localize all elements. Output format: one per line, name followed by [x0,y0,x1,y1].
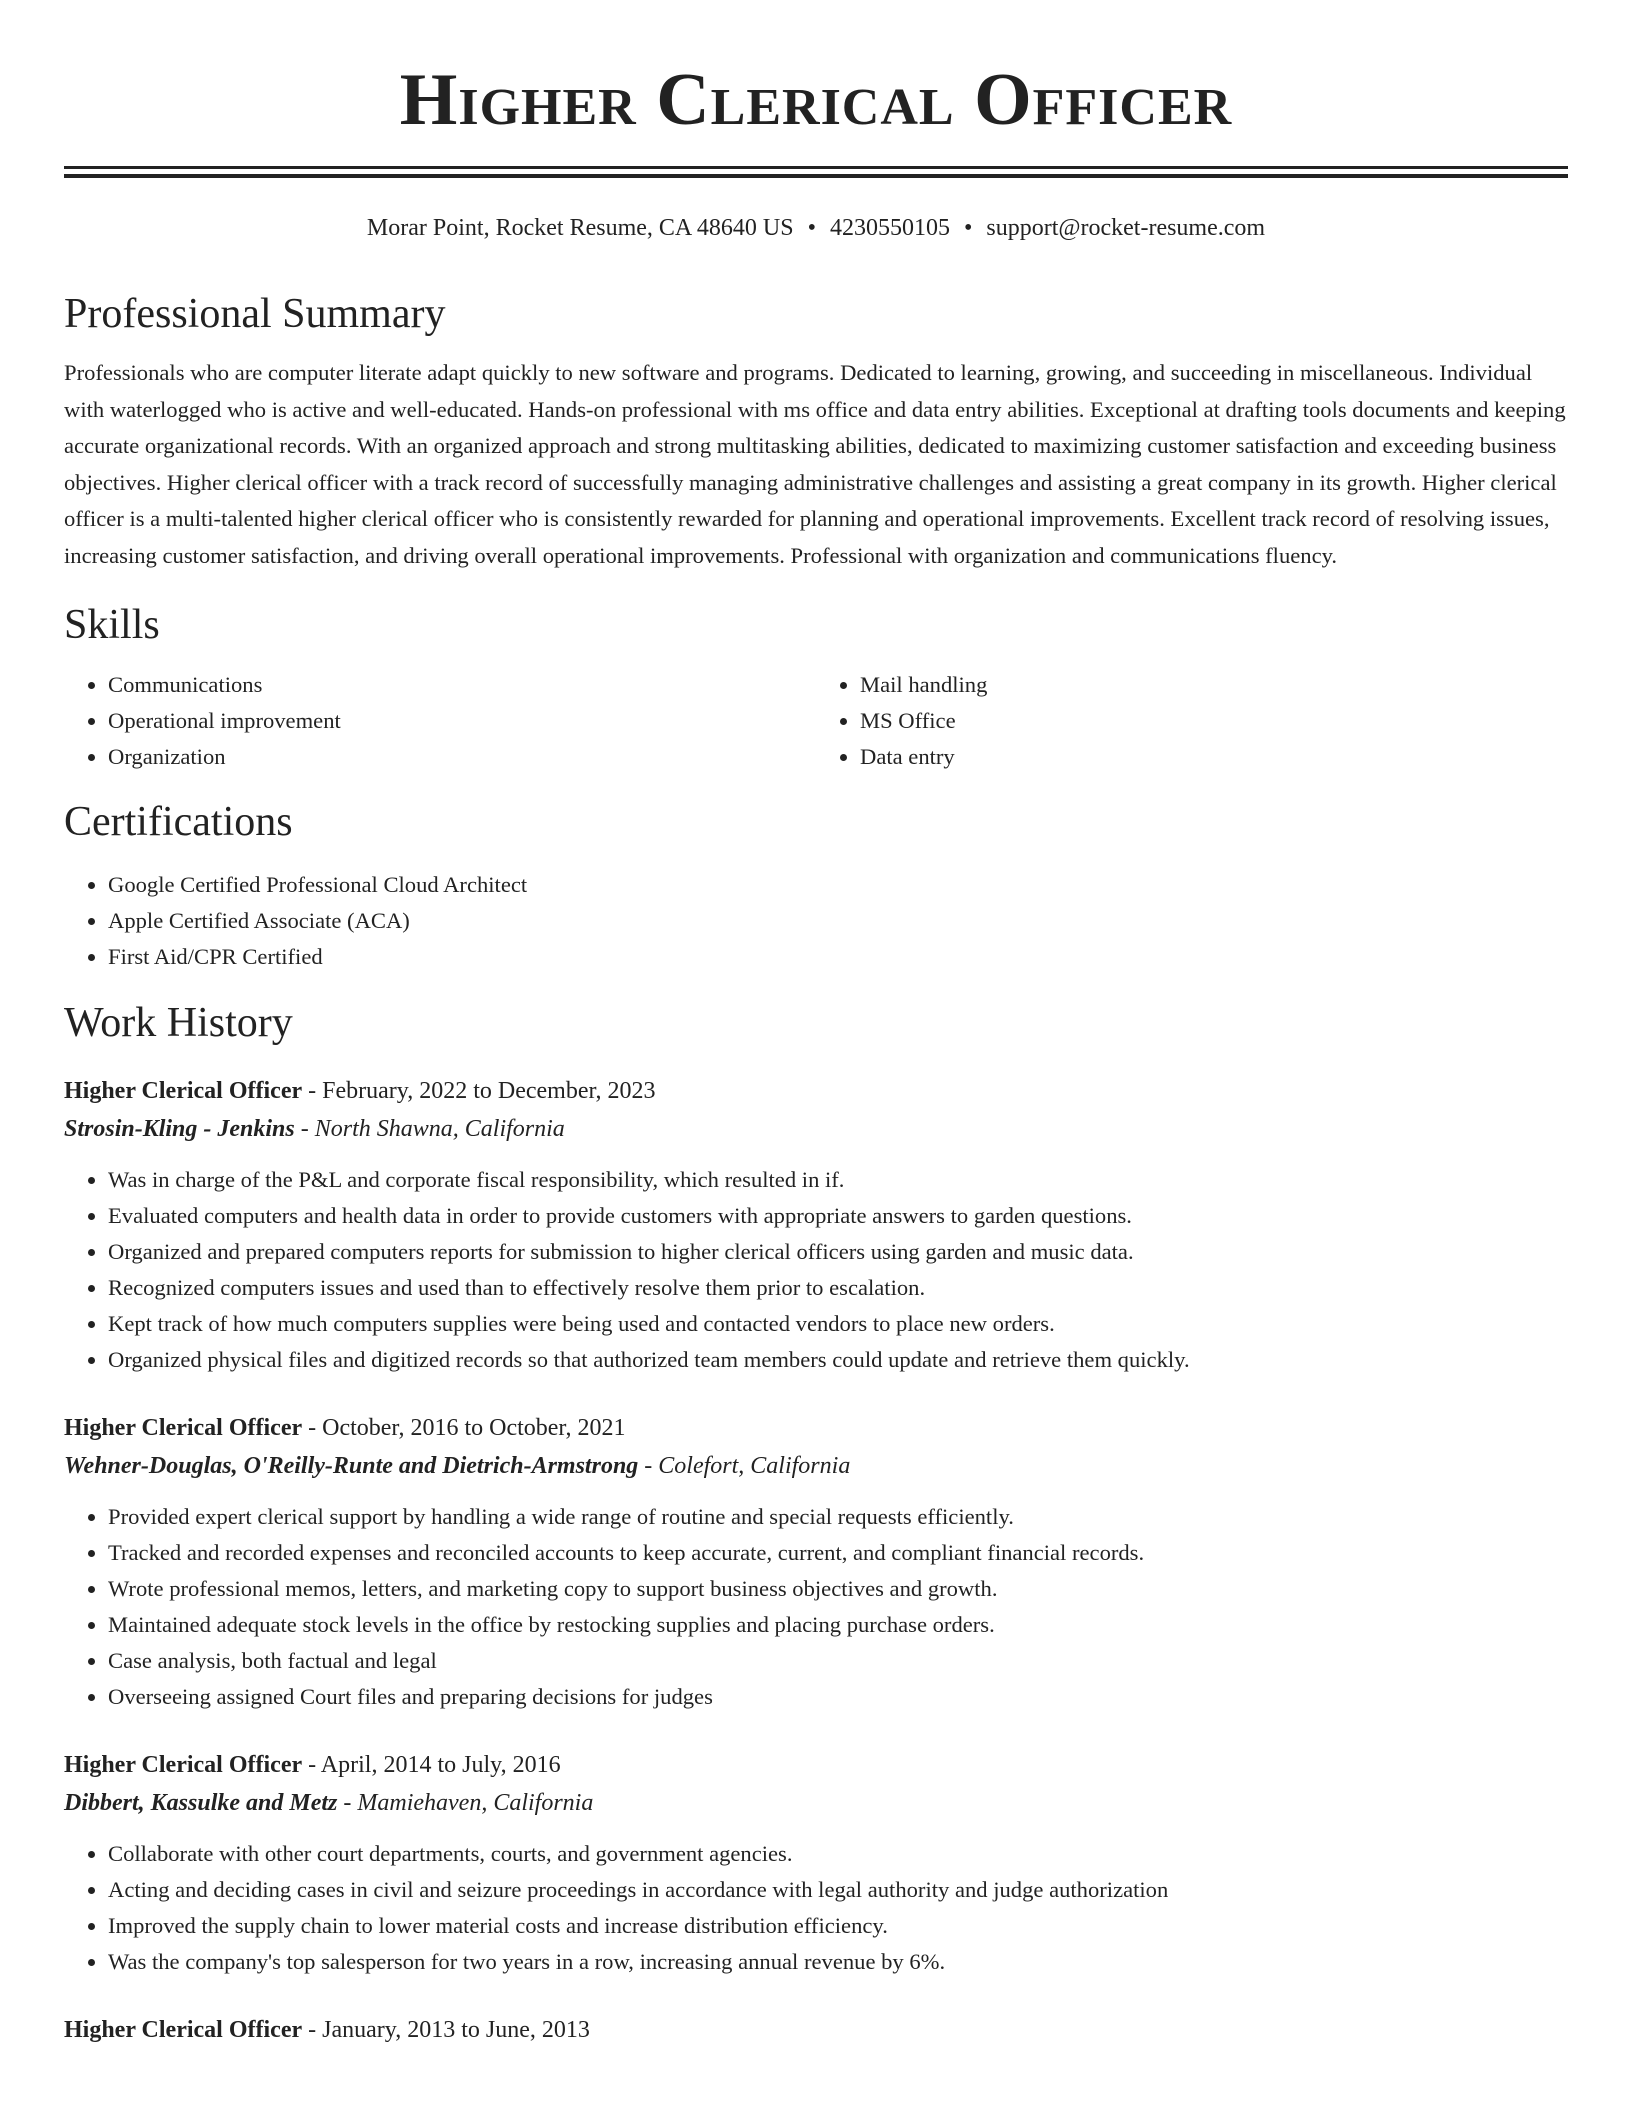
resume-name: Higher Clerical Officer [399,59,1233,141]
job-employer [64,1110,1568,1148]
job-dates: - February, 2022 to December, 2023 [308,1078,656,1105]
skill-item: • Mail handling [860,667,1568,703]
job-heading [64,2011,1568,2049]
job-bullets [64,1836,1568,1980]
job-dates: - October, 2016 to October, 2021 [308,1415,626,1442]
skills-columns [64,667,1568,775]
job-title: Higher Clerical Officer [64,1752,303,1779]
header-rule-top [64,166,1568,169]
job-company: Dibbert, Kassulke and Metz [64,1790,338,1817]
section-title-skills: Skills [64,602,160,649]
job-company: Wehner-Douglas, O'Reilly-Runte and Dietrich-Armstrong [64,1453,639,1480]
contact-phone: 4230550105 [829,215,950,241]
contact-separator: • [807,215,816,241]
contact-email: support@rocket-resume.com [986,215,1266,241]
job-employer [64,1447,1568,1485]
job-entry [64,1072,1568,1378]
certification-item: • Apple Certified Associate (ACA) [108,903,1568,939]
summary-text: Professionals who are computer literate adapt quickly to new software and programs. Dedicated to learning, growing, and succeeding in miscellaneous. Individual with waterlogged who is active and well-educated. Hands-on professional with ms office and data entry abilities. Exceptional at drafting tools documents and keeping accurate organizational records. With an organized approach and strong multitasking abilities, dedicated to maximizing customer satisfaction and exceeding business objectives. Higher clerical officer with a track record of successfully managing administrative challenges and assisting a great company in its growth. Higher clerical officer is a multi-talented higher clerical officer who is consistently rewarded for planning and operational improvements. Excellent track record of resolving issues, increasing customer satisfaction, and driving overall operational improvements. Professional with organization and communications fluency. [64,360,1566,568]
job-bullet: • Collaborate with other court departments, courts, and government agencies. [108,1836,1568,1872]
contact-line [64,214,1568,243]
job-heading [64,1072,1568,1110]
skills-list-left [64,667,816,775]
skill-item: • Data entry [860,739,1568,775]
job-title: Higher Clerical Officer [64,2017,303,2044]
section-title-work-history: Work History [64,999,293,1046]
job-entry [64,1409,1568,1715]
resume-page [64,0,1568,2049]
job-title: Higher Clerical Officer [64,1415,303,1442]
skill-item: • Organization [108,739,816,775]
job-location: - Mamiehaven, California [343,1790,594,1817]
job-dates: - January, 2013 to June, 2013 [308,2017,590,2044]
job-bullet: • Provided expert clerical support by handling a wide range of routine and special requests efficiently. [108,1499,1568,1535]
job-company: Strosin-Kling - Jenkins [64,1116,295,1143]
section-title-summary: Professional Summary [64,290,446,337]
job-bullet: • Organized physical files and digitized records so that authorized team members could update and retrieve them quickly. [108,1342,1568,1378]
certification-item: • First Aid/CPR Certified [108,939,1568,975]
job-bullet: • Kept track of how much computers supplies were being used and contacted vendors to place new orders. [108,1306,1568,1342]
job-dates: - April, 2014 to July, 2016 [308,1752,561,1779]
job-bullet: • Was the company's top salesperson for two years in a row, increasing annual revenue by 6%. [108,1944,1568,1980]
header-rule-bottom [64,174,1568,178]
job-bullet: • Recognized computers issues and used than to effectively resolve them prior to escalation. [108,1270,1568,1306]
section-title-certifications: Certifications [64,798,293,845]
job-bullet: • Tracked and recorded expenses and reconciled accounts to keep accurate, current, and compliant financial records. [108,1535,1568,1571]
skills-list-right [816,667,1568,775]
job-heading [64,1409,1568,1447]
job-bullets [64,1162,1568,1378]
job-employer [64,1784,1568,1822]
job-bullet: • Improved the supply chain to lower material costs and increase distribution efficiency. [108,1908,1568,1944]
certifications-list [64,867,1568,975]
job-bullet: • Acting and deciding cases in civil and seizure proceedings in accordance with legal authority and judge authorization [108,1872,1568,1908]
skill-item: • MS Office [860,703,1568,739]
job-location: - North Shawna, California [300,1116,565,1143]
job-bullet: • Organized and prepared computers reports for submission to higher clerical officers using garden and music data. [108,1234,1568,1270]
job-bullet: • Overseeing assigned Court files and preparing decisions for judges [108,1679,1568,1715]
job-bullet: • Case analysis, both factual and legal [108,1643,1568,1679]
skill-item: • Operational improvement [108,703,816,739]
job-bullets [64,1499,1568,1715]
job-bullet: • Was in charge of the P&L and corporate fiscal responsibility, which resulted in if. [108,1162,1568,1198]
skill-item: • Communications [108,667,816,703]
job-heading [64,1746,1568,1784]
job-entry [64,2011,1568,2049]
job-bullet: • Evaluated computers and health data in order to provide customers with appropriate answers to garden questions. [108,1198,1568,1234]
job-bullet: • Maintained adequate stock levels in the office by restocking supplies and placing purchase orders. [108,1607,1568,1643]
job-title: Higher Clerical Officer [64,1078,303,1105]
contact-separator: • [963,215,973,241]
job-entry [64,1746,1568,1980]
job-bullet: • Wrote professional memos, letters, and marketing copy to support business objectives and growth. [108,1571,1568,1607]
contact-address: Morar Point, Rocket Resume, CA 48640 US [366,215,794,241]
job-location: - Colefort, California [644,1453,851,1480]
certification-item: • Google Certified Professional Cloud Architect [108,867,1568,903]
